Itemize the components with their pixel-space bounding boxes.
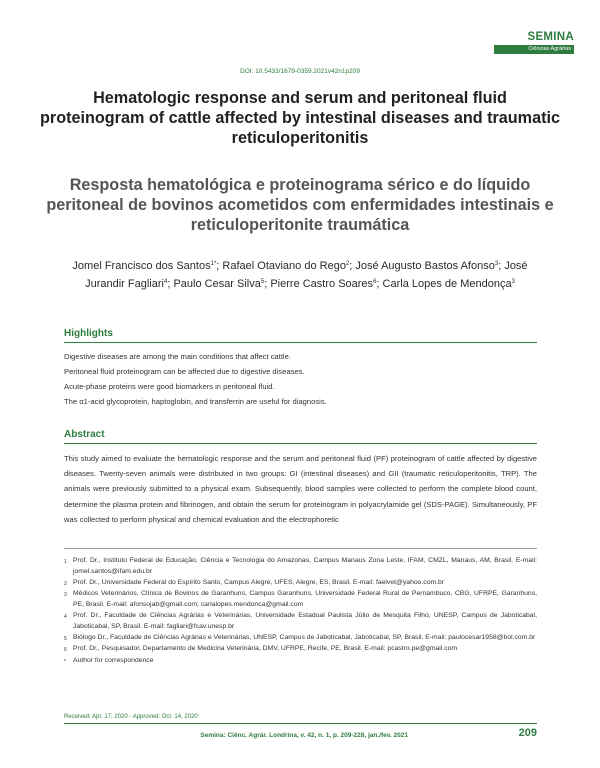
author-list xyxy=(56,256,544,292)
footnote-mark: 1 xyxy=(64,559,67,565)
highlights-heading: Highlights xyxy=(64,328,537,343)
footnote-text: Prof. Dr., Faculdade de Ciências Agrárias e Veterinárias, Universidade Estadual Paulista Júlio de Mesquita Filho, UNESP, Campus de Jaboticabal, Jaboticabal, SP, Brasil. E-mail: fagliari@fcav.unesp.br xyxy=(73,611,537,630)
highlight-item: Peritoneal fluid proteinogram can be affected due to digestive diseases. xyxy=(64,367,305,376)
corresponding-author-mark: * xyxy=(213,261,217,267)
footnote-mark: 5 xyxy=(64,635,67,642)
author-name: Pierre Castro Soares xyxy=(270,278,374,290)
footnote-text: Biólogo Dr., Faculdade de Ciências Agrárias e Veterinárias, UNESP, Campus de Jaboticabal, Jaboticabal, SP, Brasil. E-mail: paulocesar1958@bol.com.br xyxy=(73,633,536,641)
author-separator: ; xyxy=(349,260,356,272)
author-affiliation-mark: 6 xyxy=(373,279,377,285)
author-separator: ; xyxy=(376,278,383,290)
journal-name: SEMINA xyxy=(527,31,574,43)
author-affiliation-mark: 4 xyxy=(163,279,168,285)
abstract-heading: Abstract xyxy=(64,429,537,444)
footnote-item xyxy=(64,556,537,578)
footnote-mark: 3 xyxy=(64,592,67,599)
title-english: Hematologic response and serum and peritoneal fluid proteinogram of cattle affected by intestinal diseases and traumatic reticuloperitonitis xyxy=(40,89,560,147)
author-affiliation-mark: 2 xyxy=(345,261,350,267)
doi-link[interactable]: DOI: 10.5433/1679-0359.2021v42n1p209 xyxy=(240,68,360,75)
footnote-item xyxy=(64,589,537,611)
title-portuguese: Resposta hematológica e proteinograma sérico e do líquido peritoneal de bovinos acometidos com enfermidades intestinais e reticuloperitonite traumática xyxy=(46,176,554,234)
author-affiliation-mark: 3 xyxy=(494,261,499,267)
footnote-mark: 6 xyxy=(64,647,67,654)
author-affiliation-mark: 5 xyxy=(260,279,265,285)
footnote-mark: 4 xyxy=(64,613,67,620)
footnote-item xyxy=(64,656,537,668)
author-separator: ; xyxy=(167,278,174,290)
abstract-text: This study aimed to evaluate the hematologic response and the serum and peritoneal fluid (PF) proteinogram of cattle affected by digestive diseases. Twenty-seven animals were distributed in two groups: GI (intestinal diseases) and GII (traumatic reticuloperitonitis, TRP). The animals were previously submitted to a physical exam. Subsequently, blood samples were collected to perform the complete blood count, determine the plasma protein and fibrinogen, and obtain the serum for proteinogram in polyacrylamide gel (SDS-PAGE). Simultaneously, PF was collected to perform physical and chemical evaluation and the electrophoretic xyxy=(64,454,537,524)
author-name: Jomel Francisco dos Santos xyxy=(72,260,211,272)
author-separator: ; xyxy=(498,260,505,272)
author-separator: ; xyxy=(264,278,271,290)
footnote-list xyxy=(64,556,537,668)
received-approved-dates: Received: Apr. 17, 2020 - Approved: Oct. 14, 2020 xyxy=(64,714,198,720)
footnote-mark: 2 xyxy=(64,580,67,587)
footnote-item xyxy=(64,611,537,633)
author-name: Carla Lopes de Mendonça xyxy=(382,278,512,290)
author-name: Rafael Otaviano do Rego xyxy=(222,260,346,272)
footnote-text: Author for correspondence xyxy=(73,657,154,665)
footnote-mark: * xyxy=(64,659,66,666)
footnote-item xyxy=(64,578,537,590)
author-affiliation-mark: 1 xyxy=(210,261,214,267)
footnote-text: Prof. Dr., Instituto Federal de Educação, Ciência e Tecnologia do Amazonas, Campus Manaus Zona Leste, IFAM, CMZL, Manaus, AM, Brasil. E-mail: jomel.santos@ifam.edu.br xyxy=(73,557,537,575)
author-affiliation-mark: 3 xyxy=(511,279,515,285)
author-name: José Jurandir Fagliari xyxy=(85,260,528,290)
journal-logo xyxy=(494,31,574,54)
page-number: 209 xyxy=(518,727,537,739)
footnote-text: Prof. Dr., Pesquisador, Departamento de Medicina Veterinária, DMV, UFRPE, Recife, PE, Brasil. E-mail: pcastro.pe@gmail.com xyxy=(73,645,458,653)
footnote-item xyxy=(64,633,537,645)
author-name: José Augusto Bastos Afonso xyxy=(355,260,495,272)
highlight-item: The α1-acid glycoprotein, haptoglobin, and transferrin are useful for diagnosis. xyxy=(64,397,327,406)
highlight-item: Digestive diseases are among the main conditions that affect cattle. xyxy=(64,352,291,361)
footnote-item xyxy=(64,644,537,656)
highlight-item: Acute-phase proteins were good biomarkers in peritoneal fluid. xyxy=(64,382,275,391)
author-separator: ; xyxy=(216,260,223,272)
footnote-divider xyxy=(64,548,537,549)
footnote-text: Prof. Dr., Universidade Federal do Espírito Santo, Campus Alegre, UFES, Alegre, ES, Brasil. E-mail: faelvet@yahoo.com.br xyxy=(73,578,445,586)
journal-subtitle: Ciências Agrárias xyxy=(494,45,574,54)
footnote-text: Médicos Veterinários, Clínica de Bovinos de Garanhuns, Campus Garanhuns, Universidade Federal Rural de Pernambuco, CBG, UFRPE, Garanhuns, PE, Brasil. E-mail: afonsojab@gmail.com; carlalopes.mendonca@gmail.com xyxy=(73,590,537,609)
journal-citation: Semina: Ciênc. Agrár. Londrina, v. 42, n. 1, p. 209-228, jan./fev. 2021 xyxy=(200,732,408,739)
author-name: Paulo Cesar Silva xyxy=(173,278,261,290)
highlights-list xyxy=(64,349,537,409)
footer-divider xyxy=(64,723,537,724)
